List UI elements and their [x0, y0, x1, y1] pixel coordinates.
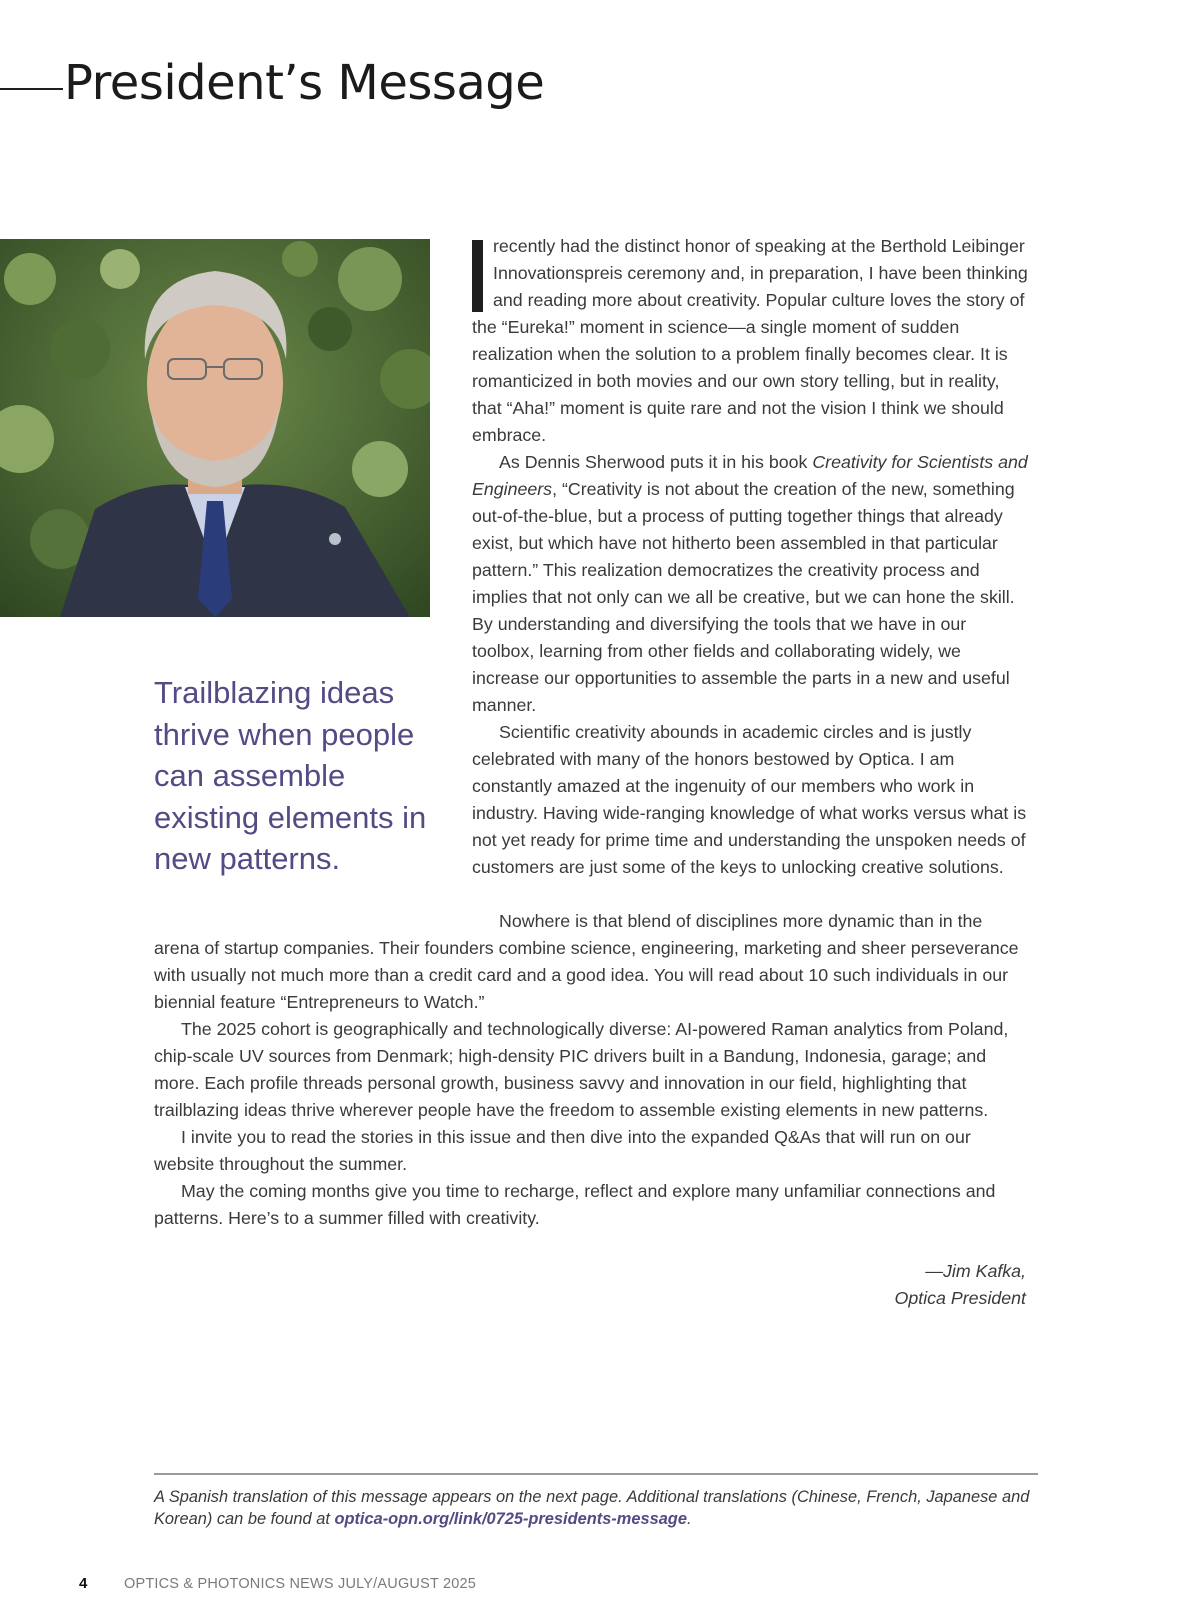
signature	[895, 1258, 1026, 1312]
book-title: Creativity for Scientists and Engineers	[472, 452, 1028, 499]
president-photo	[0, 239, 430, 617]
page-number: 4	[79, 1575, 88, 1592]
translation-note-text: A Spanish translation of this message appears on the next page. Additional translations (Chinese, French, Japanese and Korean) can be found at	[154, 1488, 1030, 1528]
publication-footer: OPTICS & PHOTONICS NEWS JULY/AUGUST 2025	[124, 1576, 477, 1592]
article-paragraph-3: Scientific creativity abounds in academic circles and is justly celebrated with many of the honors bestowed by Optica. I am constantly amazed at the ingenuity of our members who work in industry. Having wide-ranging knowledge of what works versus what is not yet ready for prime time and understanding the unspoken needs of customers are just some of the keys to unlocking creative solutions.	[472, 722, 1027, 877]
article-paragraph-1	[472, 233, 1032, 449]
translation-note-end: .	[686, 1510, 692, 1528]
drop-cap	[472, 240, 483, 312]
article-paragraph-2-intro: As Dennis Sherwood puts it in his book	[499, 452, 813, 472]
footnote-rule	[154, 1473, 1038, 1475]
signature-role: Optica President	[894, 1288, 1026, 1308]
article-paragraph-2	[472, 449, 1032, 719]
article-paragraph-5: The 2025 cohort is geographically and technologically diverse: AI-powered Raman analytics from Poland, chip-scale UV sources from Denmark; high-density PIC drivers built in a Bandung, Indonesia, garage; and more. Each profile threads personal growth, business savvy and innovation in our field, highlighting that trailblazing ideas thrive wherever people have the freedom to assemble existing elements in new patterns.	[154, 1019, 1009, 1120]
pull-quote: Trailblazing ideas thrive when people can assemble existing elements in new patterns.	[154, 675, 427, 876]
article-column-full	[154, 908, 1032, 1232]
header-rule	[0, 88, 63, 90]
signature-name: —Jim Kafka,	[925, 1261, 1026, 1281]
article-paragraph-4: Nowhere is that blend of disciplines more dynamic than in the arena of startup companies. Their founders combine science, engineering, marketing and sheer perseverance with usually not much more than a credit card and a good idea. You will read about 10 such individuals in our biennial feature “Entrepreneurs to Watch.”	[154, 911, 1019, 1012]
article-paragraph-6: I invite you to read the stories in this issue and then dive into the expanded Q&As that will run on our website throughout the summer.	[154, 1127, 971, 1174]
page-title: President’s Message	[64, 55, 545, 111]
translations-link[interactable]: optica-opn.org/link/0725-presidents-message	[334, 1510, 687, 1528]
translation-note	[154, 1486, 1038, 1530]
article-paragraph-2-quote: , “Creativity is not about the creation of the new, something out-of-the-blue, but a process of putting together things that already exist, but which have not hitherto been assembled in that particular pattern.” This realization democratizes the creativity process and implies that not only can we all be creative, but we can hone the skill. By understanding and diversifying the tools that we have in our toolbox, learning from other fields and collaborating widely, we increase our opportunities to assemble the parts in a new and useful manner.	[472, 479, 1015, 715]
article-paragraph-7: May the coming months give you time to recharge, reflect and explore many unfamiliar connections and patterns. Here’s to a summer filled with creativity.	[154, 1181, 996, 1228]
article-column-right	[472, 233, 1032, 881]
article-paragraph-1-text: recently had the distinct honor of speaking at the Berthold Leibinger Innovationspreis ceremony and, in preparation, I have been thinking and reading more about creativity. Popular culture loves the story of the “Eureka!” moment in science—a single moment of sudden realization when the solution to a problem finally becomes clear. It is romanticized in both movies and our own story telling, but in reality, that “Aha!” moment is quite rare and not the vision I think we should embrace.	[472, 236, 1028, 445]
